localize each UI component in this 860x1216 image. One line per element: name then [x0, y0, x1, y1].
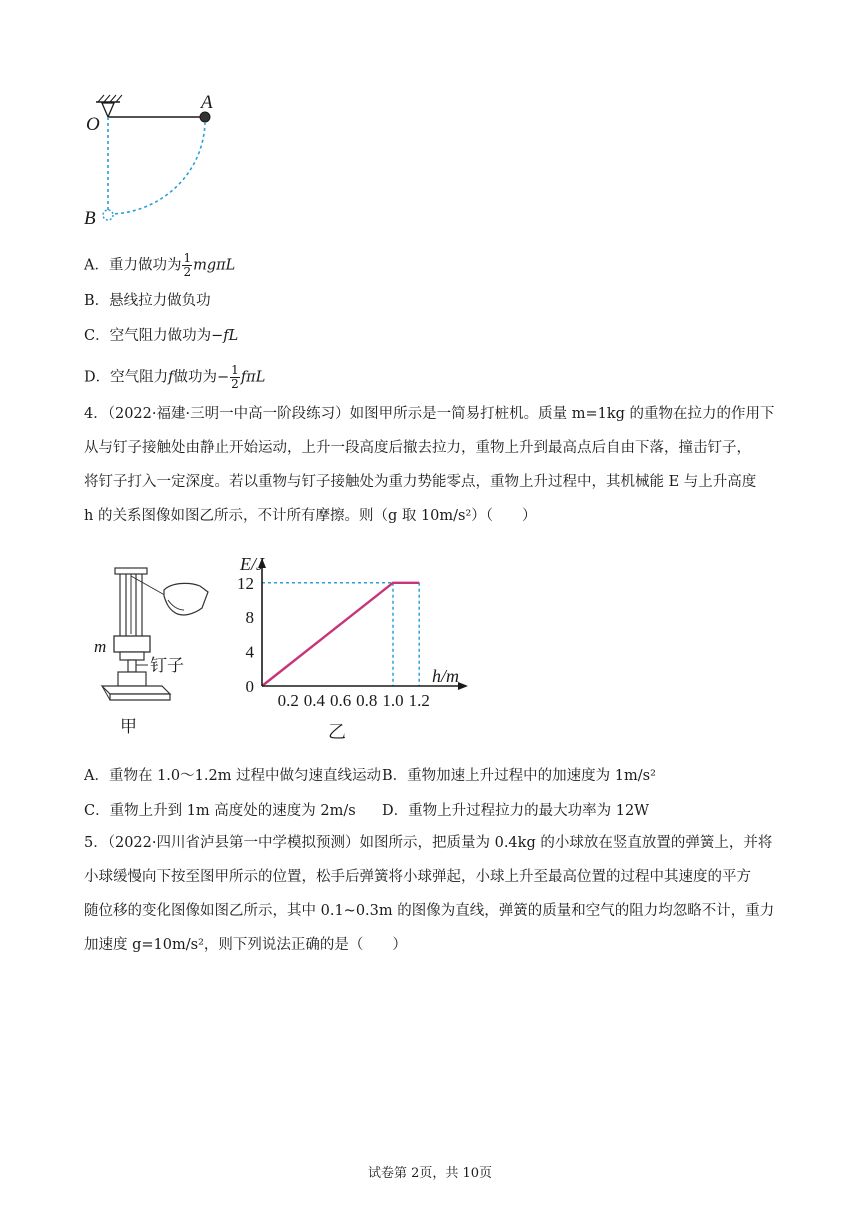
fraction-half: $\frac{1}{2}$ [183, 251, 192, 279]
q4-option-d: D．重物上升过程拉力的最大功率为 12W [382, 803, 650, 819]
q4-option-a: A．重物在 1.0～1.2m 过程中做匀速直线运动 [84, 768, 382, 784]
nail [128, 660, 136, 672]
label-o: O [86, 114, 100, 135]
q5-stem-line3: 随位移的变化图像如图乙所示，其中 0.1~0.3m 的图像为直线，弹簧的质量和空气的阻力均忽略不计，重力 [84, 903, 775, 919]
fraction-half: $\frac{1}{2}$ [231, 363, 239, 391]
figure-caption-jia: 甲 [120, 717, 137, 736]
q5-stem-line4: 加速度 g=10m/s²，则下列说法正确的是（ ） [84, 937, 407, 953]
q4-stem-line4: h 的关系图像如图乙所示，不计所有摩擦。则（g 取 10m/s²）（ ） [84, 508, 537, 524]
ball-b [103, 210, 113, 220]
q4-option-c: C．重物上升到 1m 高度处的速度为 2m/s [84, 803, 356, 819]
q4-stem-line3: 将钉子打入一定深度。若以重物与钉子接触处为重力势能零点，重物上升过程中，其机械能 E 与上升高度 [84, 474, 757, 490]
chart-y-tick-label: 4 [245, 642, 254, 662]
chart-x-arrow [458, 682, 468, 690]
label-b: B [84, 208, 96, 229]
page-footer: 试卷第 2页，共 10页 [367, 1166, 493, 1181]
chart-y-tick-label: 0 [245, 677, 254, 696]
chart-x-tick-label: 0.8 [356, 691, 378, 710]
chart-series-line [262, 583, 419, 686]
q3-option-a: A．重力做功为 $\frac{1}{2}$ mgπL [84, 251, 236, 279]
q3-option-c: C．空气阻力做功为−fL [84, 328, 239, 344]
label-m: m [94, 637, 107, 656]
weight-block [114, 636, 150, 652]
q4-stem-line1: 4．（2022·福建·三明一中高一阶段练习）如图甲所示是一简易打桩机。质量 m=1kg 的重物在拉力的作用下 [84, 406, 775, 422]
chart-x-tick-label: 0.6 [329, 691, 352, 710]
chart-x-tick-label: 0.2 [277, 691, 299, 710]
q4-stem-line2: 从与钉子接触处由静止开始运动，上升一段高度后撤去拉力，重物上升到最高点后自由下落，撞击钉子， [84, 440, 751, 456]
q3-option-b: B．悬线拉力做负功 [84, 293, 211, 309]
chart-x-tick-label: 0.4 [303, 691, 326, 710]
chart-x-tick-label: 1.0 [382, 691, 404, 710]
ball-a [200, 112, 210, 122]
q5-stem-line1: 5．（2022·四川省泸县第一中学模拟预测）如图所示，把质量为 0.4kg 的小球放在竖直放置的弹簧上，并将 [84, 835, 773, 851]
chart-y-tick-label: 12 [237, 573, 254, 593]
chart-y-tick-label: 8 [245, 608, 254, 628]
label-a: A [201, 92, 213, 113]
chart-x-tick-label: 1.2 [408, 691, 430, 710]
label-nail: 钉子 [150, 656, 184, 675]
chart-xlabel: h/m [432, 666, 459, 686]
q5-stem-line2: 小球缓慢向下按至图甲所示的位置，松手后弹簧将小球弹起，小球上升至最高位置的过程中其速度的平方 [84, 869, 751, 885]
chart-caption: 乙 [328, 722, 346, 742]
chart-ylabel: E/J [240, 556, 264, 574]
energy-height-chart [228, 556, 478, 746]
pile-driver-figure [90, 562, 220, 742]
q4-option-b: B．重物加速上升过程中的加速度为 1m/s² [382, 768, 656, 784]
pendulum-figure [80, 90, 230, 230]
q3-option-d: D．空气阻力f做功为− $\frac{1}{2}$ fπL [84, 363, 266, 391]
